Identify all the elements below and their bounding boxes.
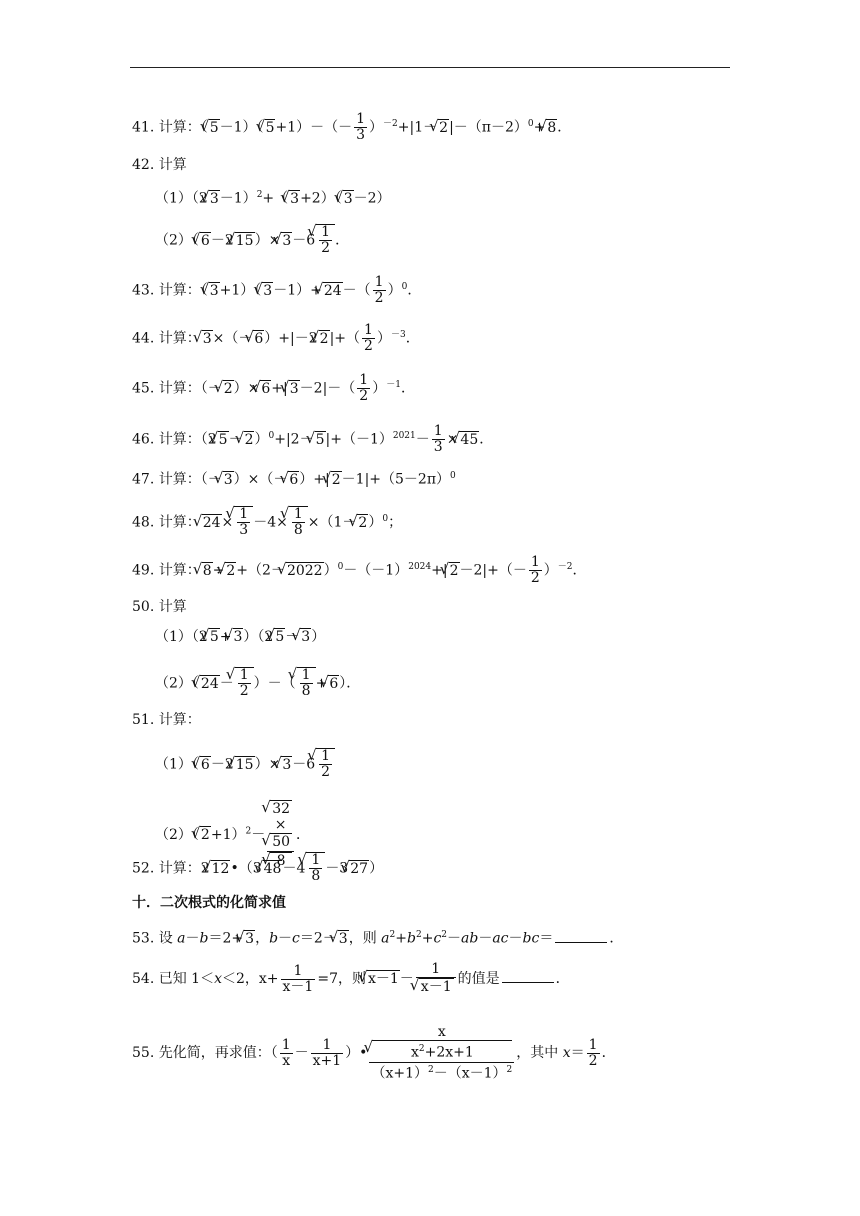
problem-number: 44. [132, 330, 155, 347]
problem-number: 45. [132, 380, 155, 397]
problem-42-part-1: （1）（2√ 3－1）$^2$+（√ 3+2）（√ 3－2） [155, 185, 391, 209]
problem-46: 46. 计算：（2√ 5－√ 2）$^0$+|2－√ $5|+(-1)^{2021}-$ $\frac{1}{3}$ ×√ 45． [132, 424, 493, 455]
part-label: （1） [155, 629, 192, 645]
problem-number: 50. [132, 599, 155, 615]
problem-54: 54. 已知 1＜x＜2，x+ $\frac{1}{x-1}$ =7，则√ x－1－ 1 √ x－1 的值是 ． [132, 962, 570, 996]
problem-lead: 计算： [158, 431, 201, 448]
problem-42-part-2: （2）（√ 6－2√ 15）×√ 3－6 √ $\frac{1}{2}$ ． [155, 224, 349, 256]
problem-number: 48. [132, 514, 155, 531]
problem-51 [132, 710, 201, 730]
problem-number: 53. [132, 930, 155, 947]
problem-number: 52. [132, 860, 155, 877]
part-label: （1） [155, 756, 192, 773]
problem-lead: 计算： [158, 514, 201, 531]
problem-lead: 计算： [158, 119, 201, 136]
problem-51-part-1: （1）（√ 6－2√ 15）×√ 3－6 √ $\frac{1}{2}$ [155, 748, 335, 780]
problem-number: 43. [132, 282, 155, 299]
problem-45: 45. 计算：（－√ 2）×√ 6+|√ 3－2|－（ $\frac{1}{2}$ ）$^{-1}$． [132, 373, 415, 404]
problem-55: 55. 先化简，再求值：（ $\frac{1}{x}$ － $\frac{1}{x+1}$ ）• x √ $x^2+2x+1$ $(x+1)^2-(x-1)^2$ ，其中 x＝ $\frac{1}{2}$ ． [132, 1025, 616, 1081]
problem-number: 42. [132, 157, 155, 173]
problem-51-part-2: （2）（√ 2+1）$^2$－ √ 32 × √ 50 √ 8 ． [155, 800, 310, 870]
problem-lead: 计算： [158, 712, 201, 728]
problem-50-part-2: （2）（√ 24－ √ $\frac{1}{2}$ ）－（ √ $\frac{1}{8}$ +√ 6）． [155, 667, 360, 699]
problem-lead: 计算： [158, 330, 201, 347]
problem-number: 54. [132, 971, 155, 987]
problem-44: 44. 计算：√ 3×（－√ 6）+|－2√ 2|+（ $\frac{1}{2}$ ）$^{-3}$． [132, 323, 420, 354]
problem-50 [132, 597, 187, 617]
problem-50-part-1: （1）（2√ 5+√ 3）（2√ 5－√ 3） [155, 627, 325, 647]
problem-lead: 计算： [158, 282, 201, 299]
part-label: （2） [155, 827, 192, 843]
problem-number: 49. [132, 562, 155, 579]
problem-number: 51. [132, 712, 155, 728]
problem-lead: 计算： [158, 860, 201, 877]
problem-lead: 计算： [158, 471, 201, 488]
problem-lead: 设 [158, 930, 173, 947]
problem-48: 48. 计算：√ 24× √ $\frac{1}{3}$ －4× √ $\frac{1}{8}$ ×（1－√ 2）$^0$； [132, 506, 402, 538]
part-label: （2） [155, 232, 192, 249]
problem-47: 47. 计算：（－√ 3）×（－√ 6）+|√ $2-1|+(5-2\pi)^0$ [132, 466, 456, 490]
problem-43: 43. 计算：（√ 3+1）（√ 3－1）+√ 24－（ $\frac{1}{2}$ ）$^0$． [132, 275, 421, 306]
problem-number: 55. [132, 1045, 155, 1062]
problem-number: 46. [132, 431, 155, 448]
problem-41: 41. 计算：（√ 5－1）（√ 5+1）－（－ $\frac{1}{3}$ ）$^{-2}$+|1－√ $2|-(\pi-2)^0+√$ 8． [132, 112, 571, 143]
problem-lead: 计算： [158, 562, 201, 579]
answer-blank [555, 942, 607, 943]
problem-52: 52. 计算：2√ 12•（3√ 48－4 √ $\frac{1}{8}$ －3√ 27） [132, 852, 383, 884]
problem-lead: 已知 [158, 971, 187, 987]
problem-lead: 计算： [158, 380, 201, 397]
header-rule [130, 67, 730, 68]
problem-42 [132, 155, 187, 175]
part-label: （1） [155, 190, 192, 207]
part-label: （2） [155, 675, 192, 692]
section-title: 十．二次根式的化简求值 [132, 895, 286, 911]
answer-blank [502, 982, 554, 983]
problem-53: 53. 设 a－b＝2+√ 3，b－c＝2－√ 3，则 $a^2+b^2+c^2-ab-ac-bc=$ ． [132, 925, 623, 949]
problem-lead: 计算 [158, 599, 187, 615]
problem-lead: 计算 [158, 157, 187, 173]
problem-number: 41. [132, 119, 155, 136]
problem-number: 47. [132, 471, 155, 488]
problem-lead: 先化简，再求值： [158, 1045, 271, 1062]
problem-49: 49. 计算：√ 8÷√ 2+（2－√ $2022)^0-(-1)^{2024}+|√$ 2－2|+（－ $\frac{1}{2}$ ）$^{-2}$． [132, 555, 587, 586]
